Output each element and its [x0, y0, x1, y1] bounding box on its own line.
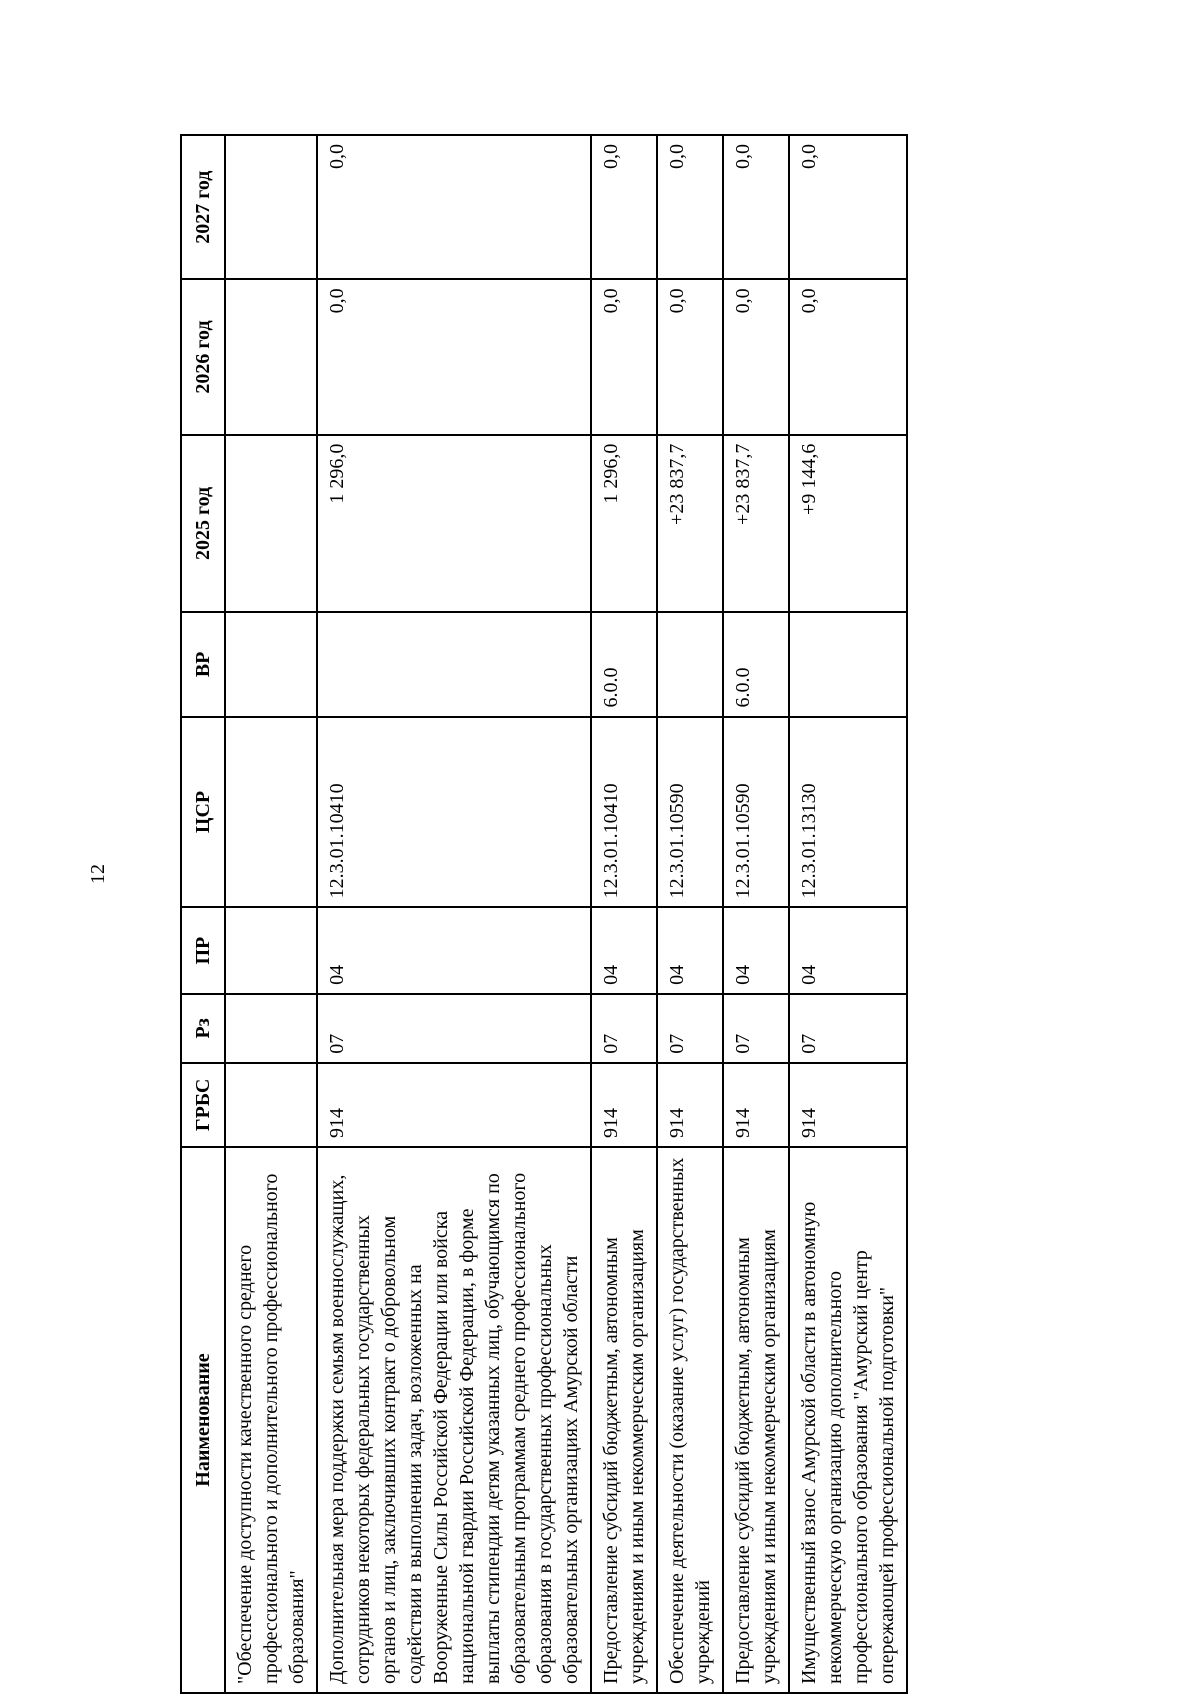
header-pr: ПР: [181, 907, 225, 994]
table-row: [591, 135, 657, 1693]
cell-grbs: [225, 1063, 317, 1147]
cell-pr: [225, 907, 317, 994]
cell-csr: [225, 717, 317, 908]
page-number: 12: [87, 864, 109, 884]
cell-name: Предоставление субсидий бюджетным, автономным учреждениям и иным некоммерческим организациям: [723, 1147, 789, 1693]
cell-2027: 0,0: [789, 135, 907, 279]
cell-name: Предоставление субсидий бюджетным, автономным учреждениям и иным некоммерческим организациям: [591, 1147, 657, 1693]
header-2027: 2027 год: [181, 135, 225, 279]
cell-rz: 07: [789, 994, 907, 1063]
header-grbs: ГРБС: [181, 1063, 225, 1147]
header-csr: ЦСР: [181, 717, 225, 908]
cell-rz: [225, 994, 317, 1063]
cell-vr: 6.0.0: [591, 612, 657, 716]
table-row: [225, 135, 317, 1693]
cell-2025: 1 296,0: [591, 435, 657, 613]
cell-csr: 12.3.01.10590: [657, 717, 723, 908]
header-vr: ВР: [181, 612, 225, 716]
cell-2027: 0,0: [657, 135, 723, 279]
cell-pr: 04: [789, 907, 907, 994]
cell-pr: 04: [723, 907, 789, 994]
cell-grbs: 914: [317, 1063, 591, 1147]
cell-grbs: 914: [591, 1063, 657, 1147]
cell-csr: 12.3.01.10410: [591, 717, 657, 908]
cell-pr: 04: [657, 907, 723, 994]
cell-grbs: 914: [657, 1063, 723, 1147]
cell-2026: 0,0: [317, 279, 591, 434]
header-2025: 2025 год: [181, 435, 225, 613]
cell-vr: [789, 612, 907, 716]
cell-csr: 12.3.01.10590: [723, 717, 789, 908]
budget-table-wrapper: [180, 134, 1200, 1694]
table-row: [723, 135, 789, 1693]
cell-pr: 04: [591, 907, 657, 994]
cell-2026: [225, 279, 317, 434]
header-2026: 2026 год: [181, 279, 225, 434]
cell-vr: [317, 612, 591, 716]
cell-2027: 0,0: [317, 135, 591, 279]
cell-rz: 07: [317, 994, 591, 1063]
cell-grbs: 914: [789, 1063, 907, 1147]
cell-csr: 12.3.01.13130: [789, 717, 907, 908]
cell-rz: 07: [723, 994, 789, 1063]
cell-rz: 07: [657, 994, 723, 1063]
cell-vr: [657, 612, 723, 716]
cell-name: Обеспечение деятельности (оказание услуг) государственных учреждений: [657, 1147, 723, 1693]
cell-vr: [225, 612, 317, 716]
cell-2026: 0,0: [591, 279, 657, 434]
cell-name: Имущественный взнос Амурской области в автономную некоммерческую организацию дополнительного профессионального образования "Амурский центр опережающей профессиональной подготовки": [789, 1147, 907, 1693]
cell-rz: 07: [591, 994, 657, 1063]
header-rz: Рз: [181, 994, 225, 1063]
cell-2025: [225, 435, 317, 613]
cell-2027: 0,0: [723, 135, 789, 279]
cell-name: Дополнительная мера поддержки семьям военнослужащих, сотрудников некоторых федеральных государственных органов и лиц, заключивших контракт о добровольном содействии в выполнении задач, возложенных на Вооруженные Силы Российской Федерации или войска национальной гвардии Российской Федерации, в форме выплаты стипендии детям указанных лиц, обучающимся по образовательным программам среднего профессионального образования в государственных профессиональных образовательных организациях Амурской области: [317, 1147, 591, 1693]
header-name: Наименование: [181, 1147, 225, 1693]
cell-csr: 12.3.01.10410: [317, 717, 591, 908]
cell-2027: 0,0: [591, 135, 657, 279]
cell-pr: 04: [317, 907, 591, 994]
cell-2026: 0,0: [789, 279, 907, 434]
cell-2025: 1 296,0: [317, 435, 591, 613]
cell-2026: 0,0: [723, 279, 789, 434]
cell-2025: +23 837,7: [723, 435, 789, 613]
cell-2025: +23 837,7: [657, 435, 723, 613]
cell-name: "Обеспечение доступности качественного среднего профессионального и дополнительного профессионального образования": [225, 1147, 317, 1693]
table-row: [789, 135, 907, 1693]
budget-table: [180, 134, 908, 1694]
cell-2025: +9 144,6: [789, 435, 907, 613]
table-header-row: [181, 135, 225, 1693]
table-row: [657, 135, 723, 1693]
cell-2026: 0,0: [657, 279, 723, 434]
table-row: [317, 135, 591, 1693]
cell-2027: [225, 135, 317, 279]
cell-grbs: 914: [723, 1063, 789, 1147]
cell-vr: 6.0.0: [723, 612, 789, 716]
